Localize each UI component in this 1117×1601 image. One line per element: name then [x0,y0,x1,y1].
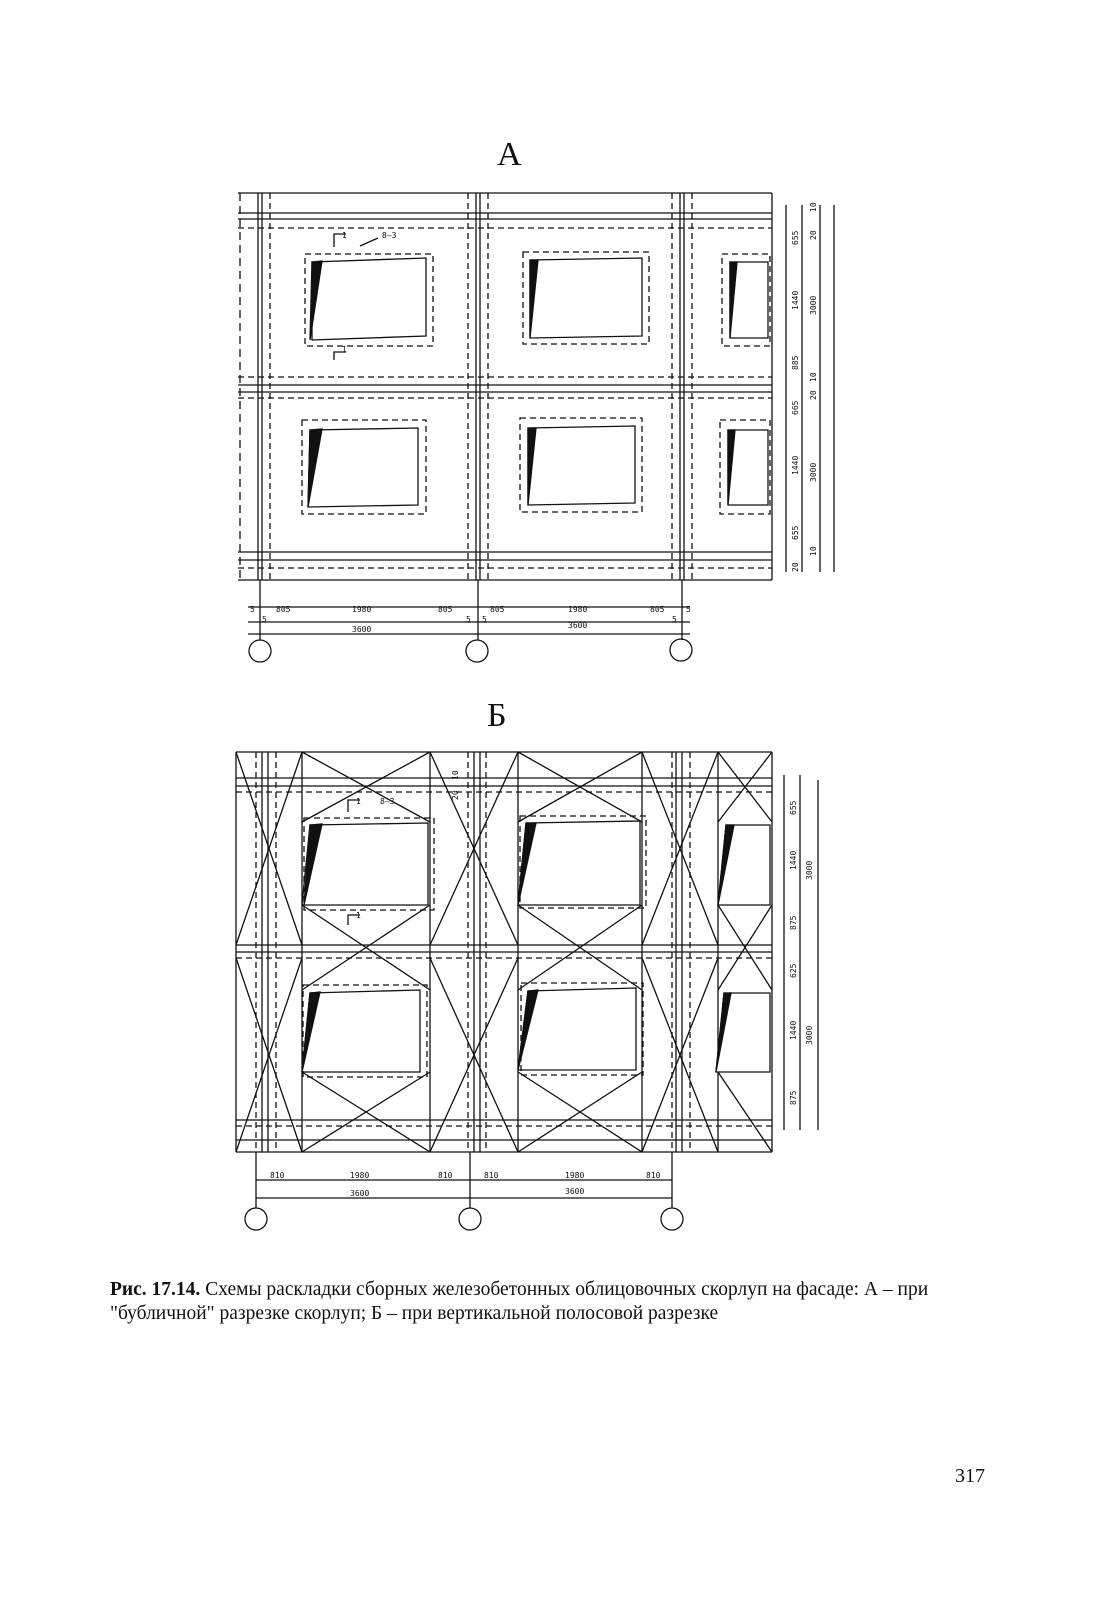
vdim-a-13: 20 [791,562,800,572]
dim-a-2: 805 [276,605,291,614]
vdim-a-10: 10 [809,202,818,212]
dim-b-4: 810 [484,1171,499,1180]
vdim-a-11: 20 [809,390,818,400]
figure-a-drawing [238,193,834,662]
dim-a-6: 1980 [568,605,588,614]
dim-a-12: 5 [672,615,677,624]
annot-a-2: 1 [342,345,347,354]
vdim-a-6: 655 [791,525,800,540]
dim-a-5: 805 [490,605,505,614]
dim-a-4: 805 [438,605,453,614]
vdim-b-3: 875 [789,915,798,930]
dim-a-14: 3600 [568,621,588,630]
dim-b-3: 810 [438,1171,453,1180]
vdim-a-2: 1440 [791,290,800,310]
vdim-a-9: 20 [809,230,818,240]
vdim-a-7: 3000 [809,295,818,315]
vdim-b-8: 3000 [805,1025,814,1045]
vdim-b-5: 1440 [789,1020,798,1040]
annot-b-3: 8–3 [380,797,395,806]
dim-a-7: 805 [650,605,665,614]
caption-text: Схемы раскладки сборных железобетонных облицовочных скорлуп на фасаде: А – при "бубличной" разрезке скорлуп; Б – при вертикальной полосовой разрезке [110,1279,929,1324]
vdim-a-1: 655 [791,230,800,245]
figure-b-label: Б [487,697,507,734]
dim-a-3: 1980 [352,605,372,614]
figure-caption [110,1278,1010,1326]
figure-b-drawing [236,752,818,1230]
vdim-a-5: 1440 [791,455,800,475]
dim-a-9: 5 [262,615,267,624]
dim-a-11: 5 [482,615,487,624]
vdim-b-2: 1440 [789,850,798,870]
dim-b-1: 810 [270,1171,285,1180]
vdim-b-4: 625 [789,963,798,978]
vdim-b-7: 3000 [805,860,814,880]
vdim-b-10: 10 [451,770,460,780]
dim-b-7: 3600 [350,1189,370,1198]
dim-a-13: 3600 [352,625,372,634]
dim-b-2: 1980 [350,1171,370,1180]
page-number: 317 [955,1465,985,1487]
vdim-b-9: 20 [451,790,460,800]
vdim-a-14: 10 [809,546,818,556]
dim-b-6: 810 [646,1171,661,1180]
annot-b-1: 1 [356,797,361,806]
vdim-a-3: 885 [791,355,800,370]
dim-b-8: 3600 [565,1187,585,1196]
annot-a-3: 8–3 [382,231,397,240]
caption-number: Рис. 17.14. [110,1279,201,1300]
annot-b-2: 1 [356,911,361,920]
vdim-a-12: 10 [809,372,818,382]
annot-a-1: 1 [342,231,347,240]
vdim-a-4: 665 [791,400,800,415]
dim-a-10: 5 [466,615,471,624]
dim-b-5: 1980 [565,1171,585,1180]
vdim-a-8: 3000 [809,462,818,482]
figure-a-label: А [497,136,522,173]
dim-a-1: 5 [250,605,255,614]
vdim-b-1: 655 [789,800,798,815]
dim-a-8: 5 [686,605,691,614]
vdim-b-6: 875 [789,1090,798,1105]
